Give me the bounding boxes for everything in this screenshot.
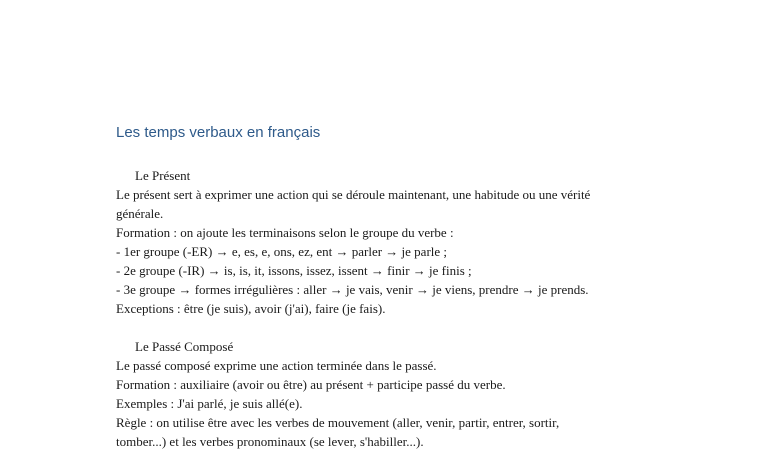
paragraph-line: tomber...) et les verbes pronominaux (se lever, s'habiller...). xyxy=(116,434,424,449)
paragraph-line: générale. xyxy=(116,206,164,221)
paragraph-line: Le passé composé exprime une action terminée dans le passé. xyxy=(116,358,437,373)
paragraph-line: - 3e groupe → formes irrégulières : aller → je vais, venir → je viens, prendre → je prends. xyxy=(116,282,589,297)
paragraph-line: Formation : on ajoute les terminaisons selon le groupe du verbe : xyxy=(116,225,454,240)
paragraph-line: Formation : auxiliaire (avoir ou être) au présent + participe passé du verbe. xyxy=(116,377,506,392)
section-heading: Le Présent xyxy=(135,168,191,183)
paragraph-line: Le présent sert à exprimer une action qui se déroule maintenant, une habitude ou une vérité xyxy=(116,187,591,202)
paragraph-line: Exceptions : être (je suis), avoir (j'ai), faire (je fais). xyxy=(116,301,386,316)
paragraph-line: - 2e groupe (-IR) → is, is, it, issons, issez, issent → finir → je finis ; xyxy=(116,263,472,278)
section-present xyxy=(116,166,696,318)
paragraph-line: Règle : on utilise être avec les verbes de mouvement (aller, venir, partir, entrer, sortir, xyxy=(116,415,560,430)
section-passe-compose xyxy=(116,337,696,451)
document-title: Les temps verbaux en français xyxy=(116,124,321,141)
paragraph-line: - 1er groupe (-ER) → e, es, e, ons, ez, ent → parler → je parle ; xyxy=(116,244,448,259)
section-heading: Le Passé Composé xyxy=(135,339,234,354)
paragraph-line: Exemples : J'ai parlé, je suis allé(e). xyxy=(116,396,303,411)
